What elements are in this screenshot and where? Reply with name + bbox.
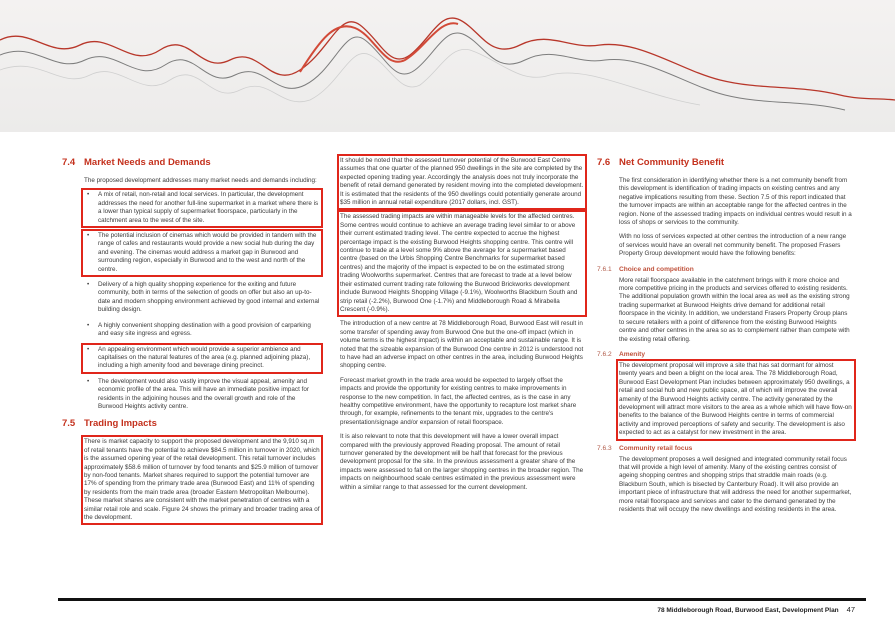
market-needs-list <box>84 191 320 411</box>
paragraph: With no loss of services expected at other centres the introduction of a new range of services would have an overall net community benefit. The proposed Frasers Property Group development would have the following benefits: <box>619 233 847 258</box>
paragraph: More retail floorspace available in the catchment brings with it more choice and more competitive pricing in the products and services offered to existing residents. The additional population growth within the local area as well as the existing strong trading supermarket at Burwood Heights drive demand for additional retail floorspace in the vicinity. In addition, we understand Frasers Property Group plans to secure retailers with a point of difference from the existing Burwood Heights centre and other centres in the area so as to complement rather than compete with the existing retail offering. <box>619 276 850 343</box>
middle-column <box>340 157 584 498</box>
page-number: 47 <box>846 605 855 614</box>
subsection-heading-7-6-3: 7.6.3 Community retail focus <box>597 444 693 452</box>
list-item: • A highly convenient shopping destination with a good provision of carparking and easy site ingress and egress. <box>84 322 320 339</box>
document-title: 78 Middleborough Road, Burwood East, Development Plan <box>657 607 839 614</box>
list-item: • The development would also vastly improve the visual appeal, amenity and economic profile of the area. This will have an immediate positive impact for residents in the adjoining houses and the overall growth and role of the Burwood Heights activity centre. <box>84 378 320 412</box>
subsection-heading-7-6-2: 7.6.2 Amenity <box>597 350 646 358</box>
paragraph: It should be noted that the assessed turnover potential of the Burwood East Centre assumes that one quarter of the planned 950 dwellings in the site are completed by the expected opening trading year. Accordingly the analysis does not truly incorporate the benefit of retail demand generated by resident moving into the completed development. It is estimated that the residents of the 950 dwellings could potentially generate around $35 million in annual retail expenditure (2017 dollars, incl. GST). <box>340 157 584 207</box>
page-footer <box>657 605 855 614</box>
list-item: • Delivery of a high quality shopping experience for the exiting and future community, both in terms of the selection of goods on offer but also an up-to-date and modern shopping environment achieved by good internal and external building design. <box>84 281 320 315</box>
paragraph: There is market capacity to support the proposed development and the 9,910 sq.m of retail tenants have the potential to achieve $84.5 million in turnover in 2020, which is the assumed opening year of the retail development. This retail turnover includes approximately $58.6 million of turnover by food tenants and $25.9 million of turnover by non-food tenants. Market shares required to support the potential turnover are 17% of spending from the primary trade area (Burwood East) and 11% of spending by residents from the main trade area (broader Eastern Metropolitan Melbourne). These market shares are consistent with the market penetration of centres with a similar retail role and scale. Figure 24 shows the primary and broader trading area of the development. <box>84 438 320 521</box>
paragraph: It is also relevant to note that this development will have a lower overall impact compared with the previously approved Reading proposal. The amount of retail turnover generated by the development will be half that forecast for the previous development proposal for the site. In the previous assessment a greater share of the impacts were assessed to fall on the larger shopping centres in the broader region. The impacts on neighbourhood scale centres estimated in the previous assessment were within a similar range to that assessed for the current development. <box>340 433 584 491</box>
left-column <box>62 157 320 528</box>
paragraph: Forecast market growth in the trade area would be expected to largely offset the impacts and provide the opportunity for existing centres to make improvements in response to the new competition. In fact, the affected centres, as is the case in any healthy competitive environment, have the opportunity to recapture lost market share through, for example, refinements to the tenant mix, upgrades to the centre's presentation/signage and/or expansion of retail floorspace. <box>340 376 577 426</box>
header-banner <box>0 0 895 132</box>
subsection-heading-7-6-1: 7.6.1 Choice and competition <box>597 265 694 273</box>
paragraph: The development proposal will improve a site that has sat dormant for almost twenty years and been a blight on the local area. The 78 Middleborough Road, Burwood East Development Plan includes between approximately 950 dwellings, a retail and social hub and new public space, all of which will improve the overall amenity of the Burwood Heights activity centre. The activity generated by the development will attract more visitors to the area as a whole which will have flow-on benefits to the balance of the Burwood Heights centre in terms of commercial activity and improved perceptions of safety and security. The development is also expected to act as a catalyst for new investment in the area. <box>619 361 852 437</box>
right-column <box>597 157 853 520</box>
list-item: • An appealing environment which would provide a superior ambience and capitalises on the natural features of the area (e.g. planned adjoining plaza), including a high amenity food and beverage dining precinct. <box>84 346 320 371</box>
paragraph: The first consideration in identifying whether there is a net community benefit from this development is identification of trading impacts on existing centres and any negative implications resulting from these. Section 7.5 of this report indicated that the turnover impacts are within an acceptable range for the affected centres in the region. None of the assessed trading impacts on individual centres would result in a loss of shops or services to the community. <box>619 177 852 227</box>
list-item: • The potential inclusion of cinemas which would be provided in tandem with the range of cafes and restaurants would provide a new social hub during the day and evening. The cinemas would address a market gap in Burwood and surrounding region, especially in Burwood and to the west and north of the centre. <box>84 232 320 274</box>
mountain-line-graphic <box>0 0 895 132</box>
paragraph: The assessed trading impacts are within manageable levels for the affected centres. Some centres would continue to achieve an average trading level similar to or above their current estimated trading level. The centre expected to accrue the highest percentage impact is the existing Burwood Heights shopping centre. This centre will continue to trade at a level some 9% above the average for a supermarket based centre (based on the Urbis Shopping Centre Benchmarks for supermarket based centres) and the majority of the impact is expected to be on the estimated strong trading Woolworths supermarket. Centres that are forecast to trade at a level below their estimated current trading rate following the Burwood Brickworks development include Burwood Heights Shopping Village (-9.1%), Woolworths Blackburn South and strip retail (-2.2%), Burwood One (-1.7%) and Middleborough Road & Mirabella Crescent (-0.9%). <box>340 213 584 314</box>
section-heading-7-6: 7.6 Net Community Benefit <box>597 157 725 168</box>
footer-divider <box>58 598 866 601</box>
list-item: • A mix of retail, non-retail and local services. In particular, the development addresses the need for another full-line supermarket in a market where there is a lower than typical supply of supermarket floorspace, particularly in the catchment area to the west of the site. <box>84 191 320 225</box>
paragraph: The introduction of a new centre at 78 Middleborough Road, Burwood East will result in some transfer of spending away from Burwood One but the one-off impact (which in volume terms is the highest impact) is within an acceptable and sustainable range. It is noted that the sizeable expansion of the Burwood One centre in 2012 is understood not to have had an adverse impact on other centres in the area, including Burwood Heights shopping centre. <box>340 320 584 370</box>
section-heading-7-4: 7.4 Market Needs and Demands <box>62 157 211 168</box>
paragraph: The development proposes a well designed and integrated community retail focus that will provide a high level of amenity. Many of the existing centres consist of ageing shopping centres and shopping strips that straddle main roads (e.g. Blackburn South, which is bisected by Canterbury Road). It will also provide an important piece of infrastructure that will address the need for another supermarket, more retail floorspace and services and cater to the demand generated by the residents that will occupy the new dwellings and existing residents in the area. <box>619 455 852 513</box>
section-intro: The proposed development addresses many market needs and demands including: <box>84 177 317 184</box>
section-heading-7-5: 7.5 Trading Impacts <box>62 418 157 430</box>
